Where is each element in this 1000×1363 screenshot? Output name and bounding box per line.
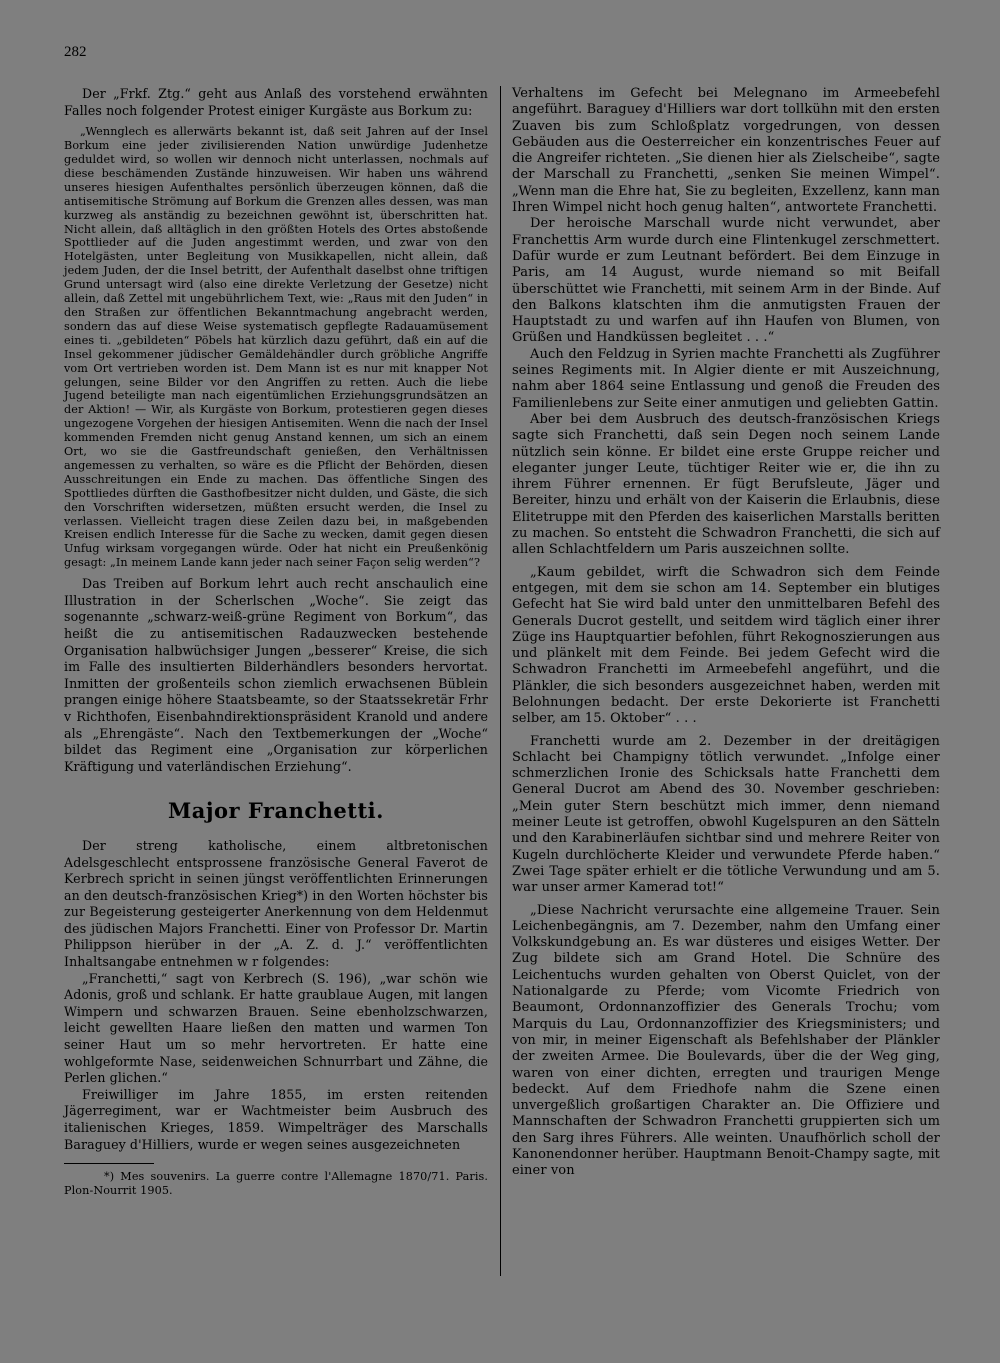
right-paragraph-5: „Kaum gebildet, wirft die Schwadron sich dem Feinde entgegen, mit dem sie schon am 14. September ein blutiges Gefecht hat Sie wird bald unter den unmittelbaren Befehl des Generals Ducrot gestellt, und seitdem wird täglich einer ihrer Züge ins Hauptquartier befohlen, führt Rekognoszierungen aus und plänkelt mit dem Feinde. Bei jedem Gefecht wird die Schwadron Franchetti im Armeebefehl angeführt, und die Plänkler, die sich besonders ausgezeichnet haben, werden mit Belohnungen bedacht. Der erste Dekorierte ist Franchetti selber, am 15. Oktober“ . . . (512, 564, 940, 727)
right-paragraph-4: Aber bei dem Ausbruch des deutsch-französischen Kriegs sagte sich Franchetti, daß sein Degen noch seinem Lande nützlich sein könne. Er bildet eine erste Gruppe reicher und eleganter junger Leute, tüchtiger Reiter wie er, die ihn zu ihrem Führer ernennen. Er fügt Berufsleute, Jäger und Bereiter, hinzu und erhält von der Kaiserin die Erlaubnis, diese Elitetruppe mit den Pferden des kaiserlichen Marstalls beritten zu machen. So entsteht die Schwadron Franchetti, die sich auf allen Schlachtfeldern um Paris auszeichnen sollte. (512, 411, 940, 558)
left-column (64, 86, 488, 1198)
right-paragraph-3: Auch den Feldzug in Syrien machte Franchetti als Zugführer seines Regiments mit. In Algier diente er mit Auszeichnung, nahm aber 1864 seine Entlassung und genoß die Freuden des Familienlebens zur Seite einer anmutigen und geliebten Gattin. (512, 346, 940, 411)
right-paragraph-7: „Diese Nachricht verursachte eine allgemeine Trauer. Sein Leichenbegängnis, am 7. Dezember, nahm den Umfang einer Volkskundgebung an. Es war düsteres und eisiges Wetter. Der Zug bildete sich am Grand Hotel. Die Schnüre des Leichentuchs wurden gehalten von Oberst Quiclet, von der Nationalgarde zu Pferde; vom Vicomte Friedrich von Beaumont, Ordonnanzoffizier des Generals Trochu; vom Marquis du Lau, Ordonnanzoffizier des Kriegsministers; und von mir, in meiner Eigenschaft als Befehlshaber der Plänkler der zweiten Armee. Die Boulevards, über die der Weg ging, waren von einer dichten, erregten und traurigen Menge bedeckt. Auf dem Friedhofe nahm die Szene einen unvergeßlich großartigen Charakter an. Die Offiziere und Mannschaften der Schwadron Franchetti gruppierten sich um den Sarg ihres Führers. Alle weinten. Unaufhörlich scholl der Kanonendonner herüber. Hauptmann Benoit-Champy sagte, mit einer von (512, 902, 940, 1179)
article-heading: Major Franchetti. (168, 798, 384, 824)
footnote-rule (64, 1163, 154, 1164)
footnote: *) Mes souvenirs. La guerre contre l'Allemagne 1870/71. Paris. Plon-Nourrit 1905. (64, 1170, 488, 1198)
franchetti-description-paragraph: „Franchetti,“ sagt von Kerbrech (S. 196), „war schön wie Adonis, groß und schlank. Er hatte graublaue Augen, mit langen Wimpern und schwarzen Brauen. Seine ebenholzschwarzen, leicht gewellten Haare ließen den matten und warmen Ton seiner Haut um so mehr hervortreten. Er hatte eine wohlgeformte Nase, seidenweichen Schnurrbart und Zähne, die Perlen glichen.“ (64, 970, 488, 1086)
borkum-paragraph: Das Treiben auf Borkum lehrt auch recht anschaulich eine Illustration in der Scherlschen „Woche“. Sie zeigt das sogenannte „schwarz-weiß-grüne Regiment von Borkum“, das heißt die zu antisemitischen Radauzwecken bestehende Organisation halbwüchsiger Jungen „besserer“ Kreise, die sich im Falle des insultierten Bilderhändlers besonders hervortat. Inmitten der großenteils schon ziemlich erwachsenen Büblein prangen einige höhere Staatsbeamte, so der Staatssekretär Frhr v Richthofen, Eisenbahndirektionspräsident Kranold und andere als „Ehrengäste“. Nach den Textbemerkungen der „Woche“ bildet das Regiment eine „Organisation zur körperlichen Kräftigung und vaterländischen Erziehung“. (64, 576, 488, 774)
protest-quote (64, 125, 488, 570)
page-number: 282 (64, 44, 87, 60)
right-column (512, 86, 940, 1180)
intro-paragraph: Der „Frkf. Ztg.“ geht aus Anlaß des vorstehend erwähnten Falles noch folgender Protest einiger Kurgäste aus Borkum zu: (64, 86, 488, 118)
column-divider (500, 86, 501, 1276)
protest-quote-text: „Wennglech es allerwärts bekannt ist, daß seit Jahren auf der Insel Borkum eine jeder zivilisierenden Nation unwürdige Judenhetze geduldet wird, so wollen wir dennoch nicht unterlassen, nochmals auf diese beschämenden Zustände hinzuweisen. Wir haben uns während unseres hiesigen Aufenthaltes persönlich überzeugen können, daß die antisemitische Strömung auf Borkum die Grenzen alles dessen, was man kurzweg als anständig zu bezeichnen gewöhnt ist, überschritten hat. Nicht allein, daß alltäglich in den größten Hotels des Ortes abstoßende Spottlieder auf die Juden angestimmt werden, und zwar von den Hotelgästen, unter Begleitung von Musikkapellen, nicht allein, daß jedem Juden, der die Insel betritt, der Aufenthalt daselbst ohne triftigen Grund untersagt wird (also eine direkte Verletzung der Gesetze) nicht allein, daß Zettel mit ungebührlichem Text, wie: „Raus mit den Juden“ in den Straßen zur öffentlichen Bekanntmachung angebracht werden, sondern das auf diese Weise systematisch gepflegte Radauamüsement eines ti. „gebildeten“ Pöbels hat kürzlich dazu geführt, daß ein auf die Insel gekommener jüdischer Gemäldehändler durch gröbliche Angriffe vom Ort vertrieben worden ist. Dem Mann ist es nur mit knapper Not gelungen, seine Bilder vor den Angriffen zu retten. Auch die liebe Jugend beteiligte man nach eigentümlichen Erziehungsgrundsätzen an der Aktion! — Wir, als Kurgäste von Borkum, protestieren gegen dieses ungezogene Vorgehen der hiesigen Antisemiten. Wenn die nach der Insel kommenden Fremden nicht genug Anstand kennen, um sich an einem Ort, wo sie die Gastfreundschaft genießen, den Verhältnissen angemessen zu verhalten, so wäre es die Pflicht der Behörden, diesen Ausschreitungen ein Ende zu machen. Das öffentliche Singen des Spottliedes dürften die Gasthofbesitzer nicht dulden, und Gäste, die sich den Vorschriften widersetzen, müßten ersucht werden, die Insel zu verlassen. Vielleicht tragen diese Zeilen dazu bei, in maßgebenden Kreisen endlich Interesse für die Sache zu wecken, damit gegen diesen Unfug wirksam vorgegangen würde. Oder hat nicht ein Preußenkönig gesagt: „In meinem Lande kann jeder nach seiner Façon selig werden“? (64, 125, 488, 570)
franchetti-career-paragraph: Freiwilliger im Jahre 1855, im ersten reitenden Jägerregiment, war er Wachtmeister beim Ausbruch des italienischen Krieges, 1859. Wimpelträger des Marschalls Baraguey d'Hilliers, wurde er wegen seines ausgezeichneten (64, 1086, 488, 1152)
right-paragraph-2: Der heroische Marschall wurde nicht verwundet, aber Franchettis Arm wurde durch eine Flintenkugel zerschmettert. Dafür wurde er zum Leutnant befördert. Bei dem Einzuge in Paris, am 14 August, wurde niemand so mit Beifall überschüttet wie Franchetti, mit seinem Arm in der Binde. Auf den Balkons klatschten ihm die anmutigsten Frauen der Hauptstadt zu und warfen auf ihn Haufen von Blumen, von Grüßen und Handküssen begleitet . . .“ (512, 216, 940, 346)
right-paragraph-6: Franchetti wurde am 2. Dezember in der dreitägigen Schlacht bei Champigny tötlich verwundet. „Infolge einer schmerzlichen Ironie des Schicksals hatte Franchetti dem General Ducrot am Abend des 30. November geschrieben: „Mein guter Stern beschützt mich immer, denn niemand meiner Leute ist getroffen, obwohl Kugelspuren an den Sätteln und den Karabinerläufen sichtbar sind und mehrere Reiter von Kugeln durchlöcherte Kleider und verwundete Pferde haben.“ Zwei Tage später erhielt er die tötliche Verwundung und am 5. war unser armer Kamerad tot!“ (512, 733, 940, 896)
right-paragraph-1: Verhaltens im Gefecht bei Melegnano im Armeebefehl angeführt. Baraguey d'Hilliers war dort tollkühn mit den ersten Zuaven bis zum Schloßplatz vorgedrungen, von dessen Gebäuden aus die Oesterreicher ein konzentrisches Feuer auf die Angreifer richteten. „Sie dienen hier als Zielscheibe“, sagte der Marschall zu Franchetti, „senken Sie meinen Wimpel“. „Wenn man die Ehre hat, Sie zu begleiten, Exzellenz, kann man Ihren Wimpel nicht hoch genug halten“, antwortete Franchetti. (512, 86, 940, 216)
franchetti-intro-paragraph: Der streng katholische, einem altbretonischen Adelsgeschlecht entsprossene französische General Faverot de Kerbrech spricht in seinen jüngst veröffentlichten Erinnerungen an den deutsch-französischen Krieg*) in den Worten höchster bis zur Begeisterung gesteigerter Anerkennung von dem Heldenmut des jüdischen Majors Franchetti. Einer von Professor Dr. Martin Philippson hierüber in der „A. Z. d. J.“ veröffentlichten Inhaltsangabe entnehmen w r folgendes: (64, 837, 488, 970)
